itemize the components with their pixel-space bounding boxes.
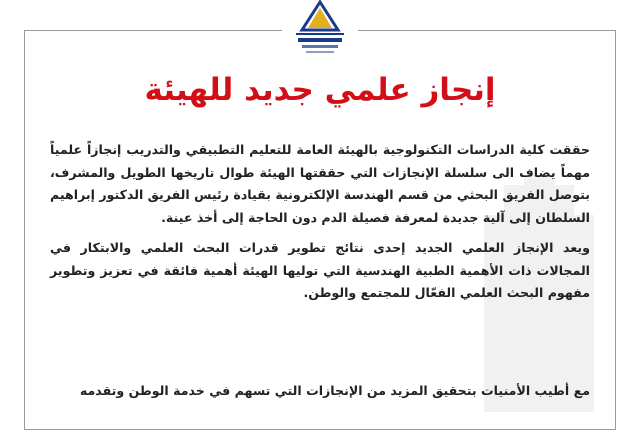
article-title: إنجاز علمي جديد للهيئة	[144, 72, 496, 108]
authority-logo	[282, 0, 358, 58]
closing-line: مع أطيب الأمنيات بتحقيق المزيد من الإنجازات التي تسهم في خدمة الوطن وتقدمه	[79, 383, 590, 398]
logo-emblem-icon	[282, 0, 358, 58]
article-body	[50, 139, 590, 313]
article-paragraph-2: ويعد الإنجاز العلمي الجديد إحدى نتائج تطوير قدرات البحث العلمي والابتكار في المجالات ذات الأهمية الطبية الهندسية التي توليها الهيئة أهمية فائقة في تعزيز وتطوير مفهوم البحث العلمي الفعّال للمجتمع والوطن.	[50, 240, 590, 300]
article-paragraph-1: حققت كلية الدراسات التكنولوجية بالهيئة العامة للتعليم التطبيقي والتدريب إنجازاً علمياً مهماً يضاف الى سلسلة الإنجازات التي حققتها الهيئة طوال تاريخها الطويل والمشرف، بتوصل الفريق البحثي من قسم الهندسة الإلكترونية بقيادة رئيس الفريق الدكتور إبراهيم السلطان إلى آلية جديدة لمعرفة فصيلة الدم دون الحاجة إلى أخذ عينة.	[50, 142, 590, 225]
